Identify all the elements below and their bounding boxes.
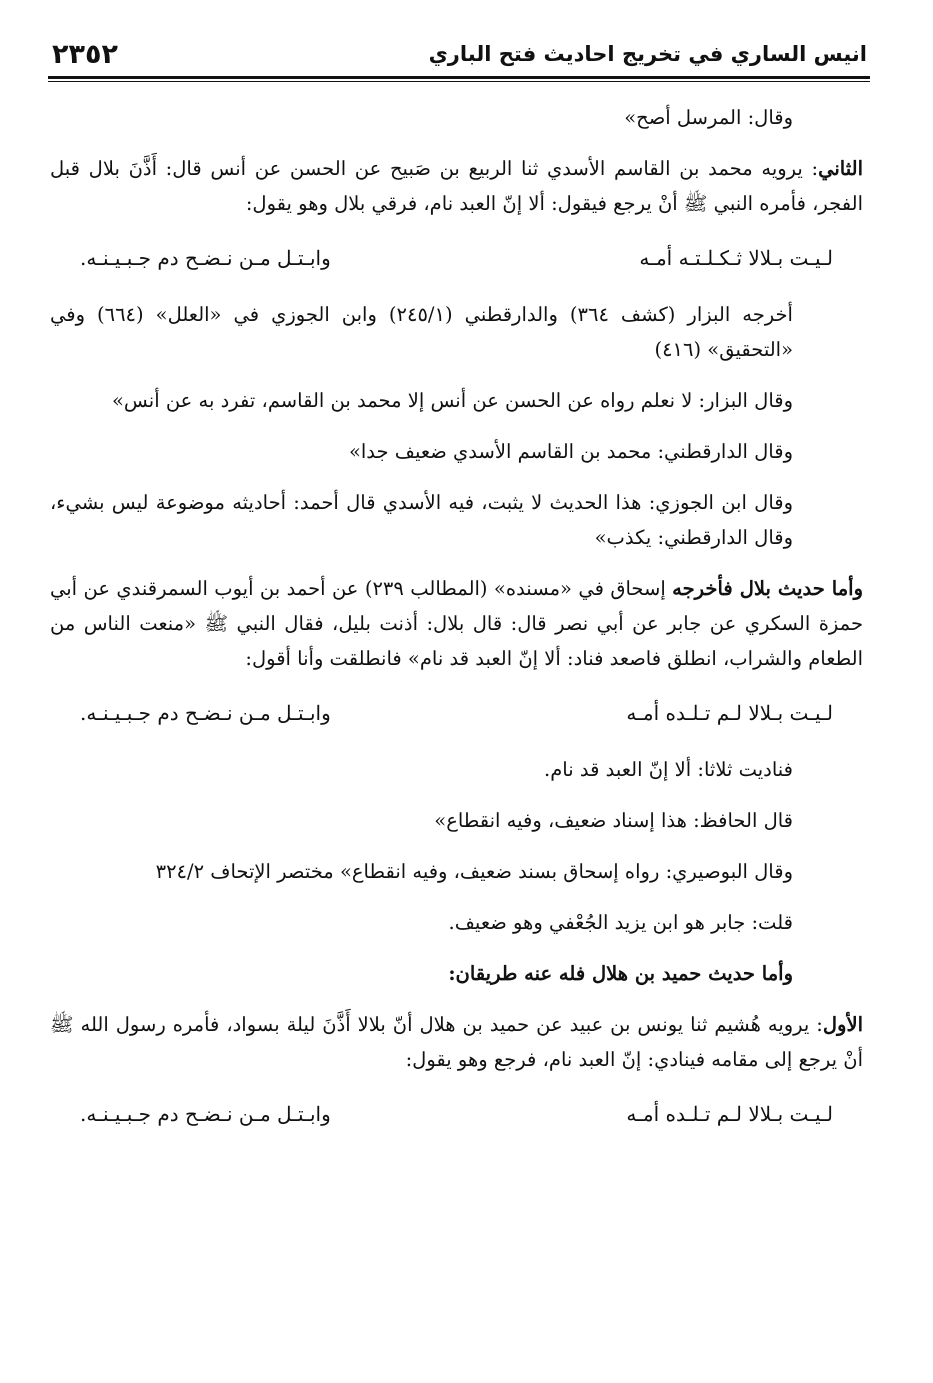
paragraph <box>50 752 863 787</box>
page-body <box>50 100 863 1153</box>
verse-first-hemistich: لـيـت بـلالا لـم تـلـده أمـه <box>626 700 833 725</box>
paragraph <box>50 956 863 991</box>
paragraph-text: وقال: المرسل أصح» <box>624 106 793 129</box>
poetry-verse <box>80 692 833 734</box>
paragraph <box>50 571 863 676</box>
paragraph <box>50 434 863 469</box>
poetry-verse <box>80 1093 833 1135</box>
paragraph-text: قال الحافظ: هذا إسناد ضعيف، وفيه انقطاع» <box>434 809 793 832</box>
bold-lead-text: الأول <box>822 1013 863 1036</box>
paragraph-text: أخرجه البزار (كشف ٣٦٤) والدارقطني (٢٤٥/١) وابن الجوزي في «العلل» (٦٦٤) وفي «التحقيق» (٤١٦) <box>50 303 793 361</box>
paragraph <box>50 1007 863 1077</box>
paragraph-text: فناديت ثلاثا: ألا إنّ العبد قد نام. <box>544 758 793 781</box>
paragraph <box>50 383 863 418</box>
paragraph-text: : يرويه هُشيم ثنا يونس بن عبيد عن حميد بن هلال أنّ بلالا أَذَّنَ ليلة بسواد، فأمره رسول الله ﷺ أنْ يرجع إلى مقامه فينادي: إنّ العبد نام، فرجع وهو يقول: <box>50 1013 863 1071</box>
paragraph-text: وقال البوصيري: رواه إسحاق بسند ضعيف، وفيه انقطاع» مختصر الإتحاف ٣٢٤/٢ <box>155 860 793 883</box>
verse-first-hemistich: لـيـت بـلالا لـم تـلـده أمـه <box>626 1101 833 1126</box>
bold-lead-text: الثاني <box>818 157 863 180</box>
paragraph-text: وقال ابن الجوزي: هذا الحديث لا يثبت، فيه الأسدي قال أحمد: أحاديثه موضوعة ليس بشيء، وقال الدارقطني: يكذب» <box>50 491 793 549</box>
paragraph <box>50 803 863 838</box>
paragraph <box>50 854 863 889</box>
verse-second-hemistich: وابـتـل مـن نـضـح دم جـبـيـنـه. <box>80 1101 331 1126</box>
paragraph <box>50 151 863 221</box>
poetry-verse <box>80 237 833 279</box>
bold-lead-text: وأما حديث حميد بن هلال فله عنه طريقان: <box>448 962 793 985</box>
paragraph-text: وقال الدارقطني: محمد بن القاسم الأسدي ضعيف جدا» <box>348 440 793 463</box>
verse-second-hemistich: وابـتـل مـن نـضـح دم جـبـيـنـه. <box>80 245 331 270</box>
header-rule <box>48 76 870 79</box>
paragraph-text: قلت: جابر هو ابن يزيد الجُعْفي وهو ضعيف. <box>448 911 793 934</box>
paragraph <box>50 100 863 135</box>
paragraph <box>50 297 863 367</box>
running-title: انيس الساري في تخريج احاديث فتح الباري <box>428 42 867 66</box>
paragraph-text: : يرويه محمد بن القاسم الأسدي ثنا الربيع بن صَبيح عن الحسن عن أنس قال: أَذَّنَ بلال قبل الفجر، فأمره النبي ﷺ أنْ يرجع فيقول: ألا إنّ العبد نام، فرقي بلال وهو يقول: <box>50 157 863 215</box>
page-number: ٢٣٥٢ <box>52 38 118 70</box>
page-header <box>52 34 867 74</box>
paragraph-text: وقال البزار: لا نعلم رواه عن الحسن عن أنس إلا محمد بن القاسم، تفرد به عن أنس» <box>112 389 793 412</box>
header-rule-thin <box>48 81 870 82</box>
verse-second-hemistich: وابـتـل مـن نـضـح دم جـبـيـنـه. <box>80 700 331 725</box>
paragraph <box>50 905 863 940</box>
paragraph <box>50 485 863 555</box>
bold-lead-text: وأما حديث بلال فأخرجه <box>672 577 863 600</box>
paragraph-text: إسحاق في «مسنده» (المطالب ٢٣٩) عن أحمد بن أيوب السمرقندي عن أبي حمزة السكري عن جابر عن أبي نصر قال: قال بلال: أذنت بليل، فقال النبي ﷺ «منعت الناس من الطعام والشراب، انطلق فاصعد فناد: ألا إنّ العبد قد نام» فانطلقت وأنا أقول: <box>50 577 863 670</box>
verse-first-hemistich: لـيـت بـلالا ثـكـلـتـه أمـه <box>639 245 833 270</box>
